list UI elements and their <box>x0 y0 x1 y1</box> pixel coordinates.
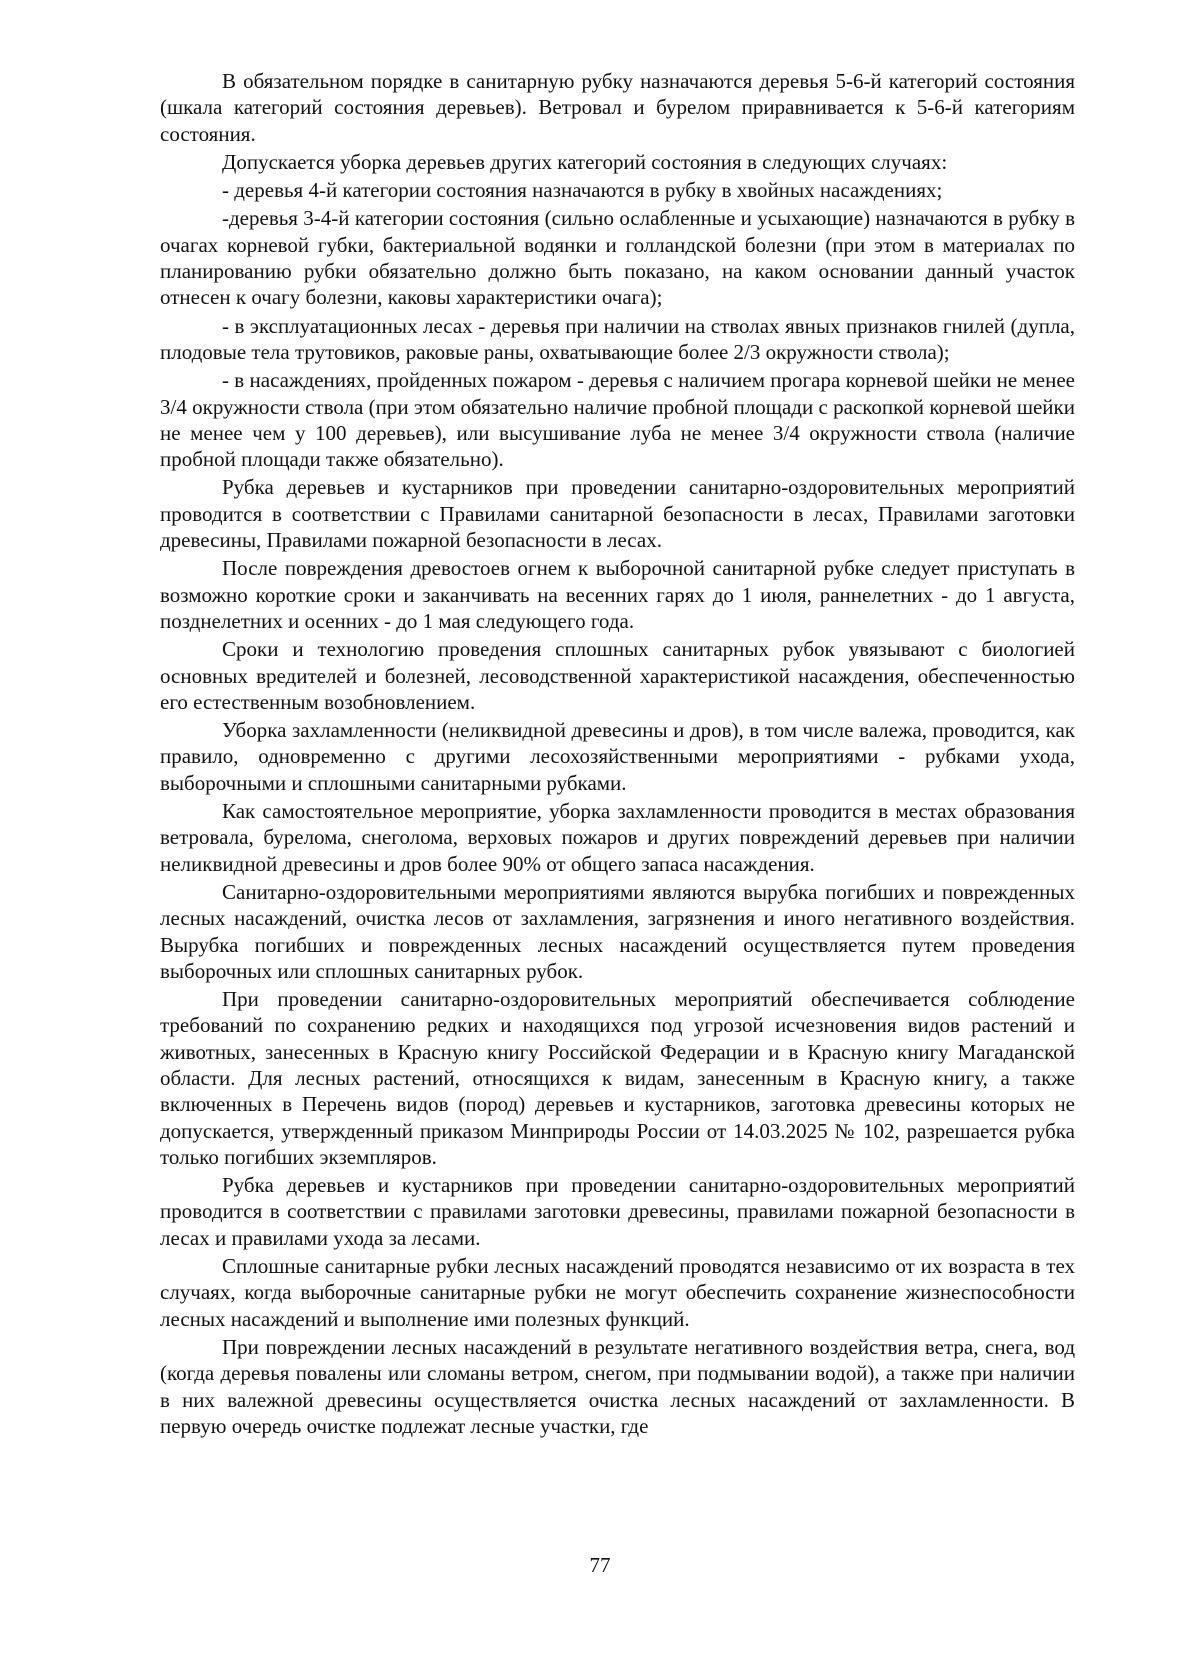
list-item: - в эксплуатационных лесах - деревья при наличии на стволах явных признаков гнилей (дупла, плодовые тела трутовиков, раковые раны, охватывающие более 2/3 окружности ствола); <box>160 313 1075 364</box>
document-body <box>160 68 1075 1441</box>
paragraph: После повреждения древостоев огнем к выборочной санитарной рубке следует приступать в возможно короткие сроки и заканчивать на весенних гарях до 1 июля, раннелетних - до 1 августа, позднелетних и осенних - до 1 мая следующего года. <box>160 556 1075 633</box>
list-item: - в насаждениях, пройденных пожаром - деревья с наличием прогара корневой шейки не менее 3/4 окружности ствола (при этом обязательно наличие пробной площади с раскопкой корневой шейки не менее чем у 100 деревьев), или высушивание луба не менее 3/4 окружности ствола (наличие пробной площади также обязательно). <box>160 368 1075 472</box>
paragraph: Рубка деревьев и кустарников при проведении санитарно-оздоровительных мероприятий проводится в соответствии с правилами заготовки древесины, правилами пожарной безопасности в лесах и правилами ухода за лесами. <box>160 1173 1075 1250</box>
list-item: -деревья 3-4-й категории состояния (сильно ослабленные и усыхающие) назначаются в рубку в очагах корневой губки, бактериальной водянки и голландской болезни (при этом в материалах по планированию рубки обязательно должно быть показано, на каком основании данный участок отнесен к очагу болезни, каковы характеристики очага); <box>160 206 1075 310</box>
paragraph: Сроки и технологию проведения сплошных санитарных рубок увязывают с биологией основных вредителей и болезней, лесоводственной характеристикой насаждения, обеспеченностью его естественным возобновлением. <box>160 637 1075 714</box>
page-number: 77 <box>589 1553 611 1577</box>
paragraph: Санитарно-оздоровительными мероприятиями являются вырубка погибших и поврежденных лесных насаждений, очистка лесов от захламления, загрязнения и иного негативного воздействия. Вырубка погибших и поврежденных лесных насаждений осуществляется путем проведения выборочных или сплошных санитарных рубок. <box>160 879 1075 983</box>
list-item: - деревья 4-й категории состояния назначаются в рубку в хвойных насаждениях; <box>222 178 943 203</box>
paragraph: Сплошные санитарные рубки лесных насаждений проводятся независимо от их возраста в тех случаях, когда выборочные санитарные рубки не могут обеспечить сохранение жизнеспособности лесных насаждений и выполнение ими полезных функций. <box>160 1254 1075 1331</box>
paragraph: Как самостоятельное мероприятие, уборка захламленности проводится в местах образования ветровала, бурелома, снеголома, верховых пожаров и других повреждений деревьев при наличии неликвидной древесины и дров более 90% от общего запаса насаждения. <box>160 799 1075 876</box>
paragraph: В обязательном порядке в санитарную рубку назначаются деревья 5-6-й категорий состояния (шкала категорий состояния деревьев). Ветровал и бурелом приравнивается к 5-6-й категориям состояния. <box>160 69 1075 146</box>
paragraph: Рубка деревьев и кустарников при проведении санитарно-оздоровительных мероприятий проводится в соответствии с Правилами санитарной безопасности в лесах, Правилами заготовки древесины, Правилами пожарной безопасности в лесах. <box>160 475 1075 553</box>
paragraph: Допускается уборка деревьев других категорий состояния в следующих случаях: <box>222 149 948 174</box>
paragraph: Уборка захламленности (неликвидной древесины и дров), в том числе валежа, проводится, как правило, одновременно с другими лесохозяйственными мероприятиями - рубками ухода, выборочными и сплошными санитарными рубками. <box>160 718 1075 795</box>
paragraph: При проведении санитарно-оздоровительных мероприятий обеспечивается соблюдение требований по сохранению редких и находящихся под угрозой исчезновения видов растений и животных, занесенных в Красную книгу Российской Федерации и в Красную книгу Магаданской области. Для лесных растений, относящихся к видам, занесенным в Красную книгу, а также включенных в Перечень видов (пород) деревьев и кустарников, заготовка древесины которых не допускается, утвержденный приказом Минприроды России от 14.03.2025 № 102, разрешается рубка только погибших экземпляров. <box>160 987 1075 1169</box>
paragraph: При повреждении лесных насаждений в результате негативного воздействия ветра, снега, вод (когда деревья повалены или сломаны ветром, снегом, при подмывании водой), а также при наличии в них валежной древесины осуществляется очистка лесных насаждений от захламленности. В первую очередь очистке подлежат лесные участки, где <box>160 1334 1075 1438</box>
